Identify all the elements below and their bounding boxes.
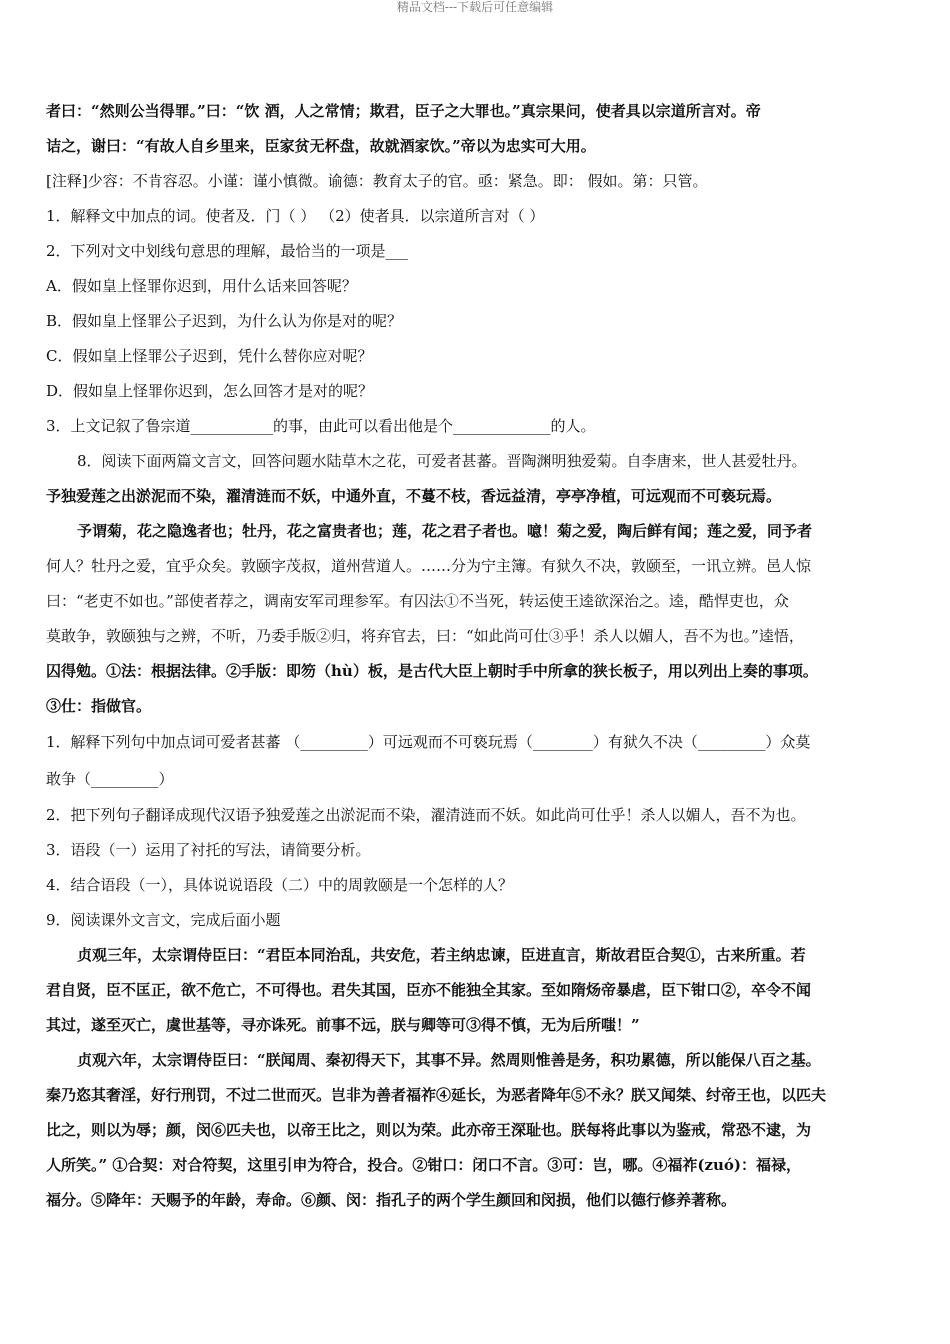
text-line: 秦乃恣其奢淫，好行刑罚，不过二世而灭。岂非为善者福祚④延长，为恶者降年⑤不永？朕又闻桀、纣帝王也，以匹夫 <box>46 1086 827 1104</box>
text-line: 9．阅读课外文言文，完成后面小题 <box>46 911 281 929</box>
text-line: 2．把下列句子翻译成现代汉语予独爱莲之出淤泥而不染，濯清涟而不妖。如此尚可仕乎！杀人以媚人，吾不为也。 <box>46 806 806 824</box>
text-line: 3．语段（一）运用了衬托的写法，请简要分析。 <box>46 841 371 859</box>
text-line: 曰：“老吏不如也。”部使者荐之，调南安军司理参军。有囚法①不当死，转运使王逵欲深治之。逵，酷悍吏也，众 <box>46 592 789 610</box>
text-line: D．假如皇上怪罪你迟到，怎么回答才是对的呢？ <box>46 382 374 400</box>
text-line: 君自贤，臣不匡正，欲不危亡，不可得也。君失其国，臣亦不能独全其家。至如隋炀帝暴虐，臣下钳口②，卒令不闻 <box>46 981 812 999</box>
text-line: 敢争（_________） <box>46 770 174 788</box>
text-line: 福分。⑤降年：天赐予的年龄，寿命。⑥颜、闵：指孔子的两个学生颜回和闵损，他们以德行修养著称。 <box>46 1191 737 1209</box>
text-line: ③仕：指做官。 <box>46 697 152 715</box>
text-line: 贞观三年，太宗谓侍臣曰：“君臣本同治乱，共安危，若主纳忠谏，臣进直言，斯故君臣合契①，古来所重。若 <box>77 946 806 964</box>
text-line: 贞观六年，太宗谓侍臣曰：“朕闻周、秦初得天下，其事不异。然周则惟善是务，积功累德，所以能保八百之基。 <box>77 1051 821 1069</box>
text-line: 予谓菊，花之隐逸者也；牡丹，花之富贵者也；莲，花之君子者也。噫！菊之爱，陶后鲜有闻；莲之爱，同予者 <box>77 522 813 540</box>
text-line: 莫敢争，敦颐独与之辨，不听，乃委手版②归，将弃官去，曰：“如此尚可仕③乎！杀人以媚人，吾不为也。”逵悟， <box>46 627 804 645</box>
text-line: 比之，则以为辱；颜，闵⑥匹夫也，以帝王比之，则以为荣。此亦帝王深耻也。朕每将此事以为鉴戒，常恐不逮，为 <box>46 1121 812 1139</box>
text-line: B．假如皇上怪罪公子迟到，为什么认为你是对的呢？ <box>46 312 403 330</box>
text-line: 予独爱莲之出淤泥而不染，濯清涟而不妖，中通外直，不蔓不枝，香远益清，亭亭净植，可远观而不可亵玩焉。 <box>46 487 782 505</box>
text-line: 3．上文记叙了鲁宗道___________的事，由此可以看出他是个_____________的人。 <box>46 417 596 435</box>
text-line: 1．解释下列句中加点词可爱者甚蕃 （_________）可远观而不可亵玩焉（________）有狱久不决（_________）众莫 <box>46 733 811 751</box>
text-line: C．假如皇上怪罪公子迟到，凭什么替你应对呢？ <box>46 347 373 365</box>
document-body <box>46 94 912 1218</box>
text-line: [注释]少容：不肯容忍。小谨：谨小慎微。谕德：教育太子的官。亟：紧急。即： 假如。第：只管。 <box>46 172 708 190</box>
text-line: 1．解释文中加点的词。使者及．门（ ） （2）使者具．以宗道所言对（ ） <box>46 207 545 225</box>
page-header: 精品文档---下载后可任意编辑 <box>396 0 554 14</box>
text-line: 者曰：“然则公当得罪。”曰：“饮 酒，人之常情；欺君，臣子之大罪也。”真宗果问，使者具以宗道所言对。帝 <box>46 102 761 120</box>
text-line: 其过，遂至灭亡，虞世基等，寻亦诛死。前事不远，朕与卿等可③得不慎，无为后所嗤！” <box>46 1016 640 1034</box>
text-line: 诘之，谢曰：“有故人自乡里来，臣家贫无杯盘，故就酒家饮。”帝以为忠实可大用。 <box>46 137 596 155</box>
text-line: A．假如皇上怪罪你迟到，用什么话来回答呢？ <box>46 277 357 295</box>
text-line: 何人？牡丹之爱，宜乎众矣。敦颐字茂叔，道州营道人。……分为宁主簿。有狱久不决，敦颐至，一讯立辨。邑人惊 <box>46 557 812 575</box>
text-line: 2．下列对文中划线句意思的理解，最恰当的一项是___ <box>46 242 409 260</box>
text-line: 8．阅读下面两篇文言文，回答问题水陆草木之花，可爱者甚蕃。晋陶渊明独爱菊。自李唐来，世人甚爱牡丹。 <box>77 452 807 470</box>
text-line: 人所笑。” ①合契：对合符契，这里引申为符合，投合。②钳口：闭口不言。③可：岂，哪。④福祚(zuó)：福禄， <box>46 1156 801 1174</box>
text-line: 囚得勉。①法：根据法律。②手版：即笏（hù）板，是古代大臣上朝时手中所拿的狭长板子，用以列出上奏的事项。 <box>46 662 818 680</box>
text-line: 4．结合语段（一），具体说说语段（二）中的周敦颐是一个怎样的人？ <box>46 876 514 894</box>
